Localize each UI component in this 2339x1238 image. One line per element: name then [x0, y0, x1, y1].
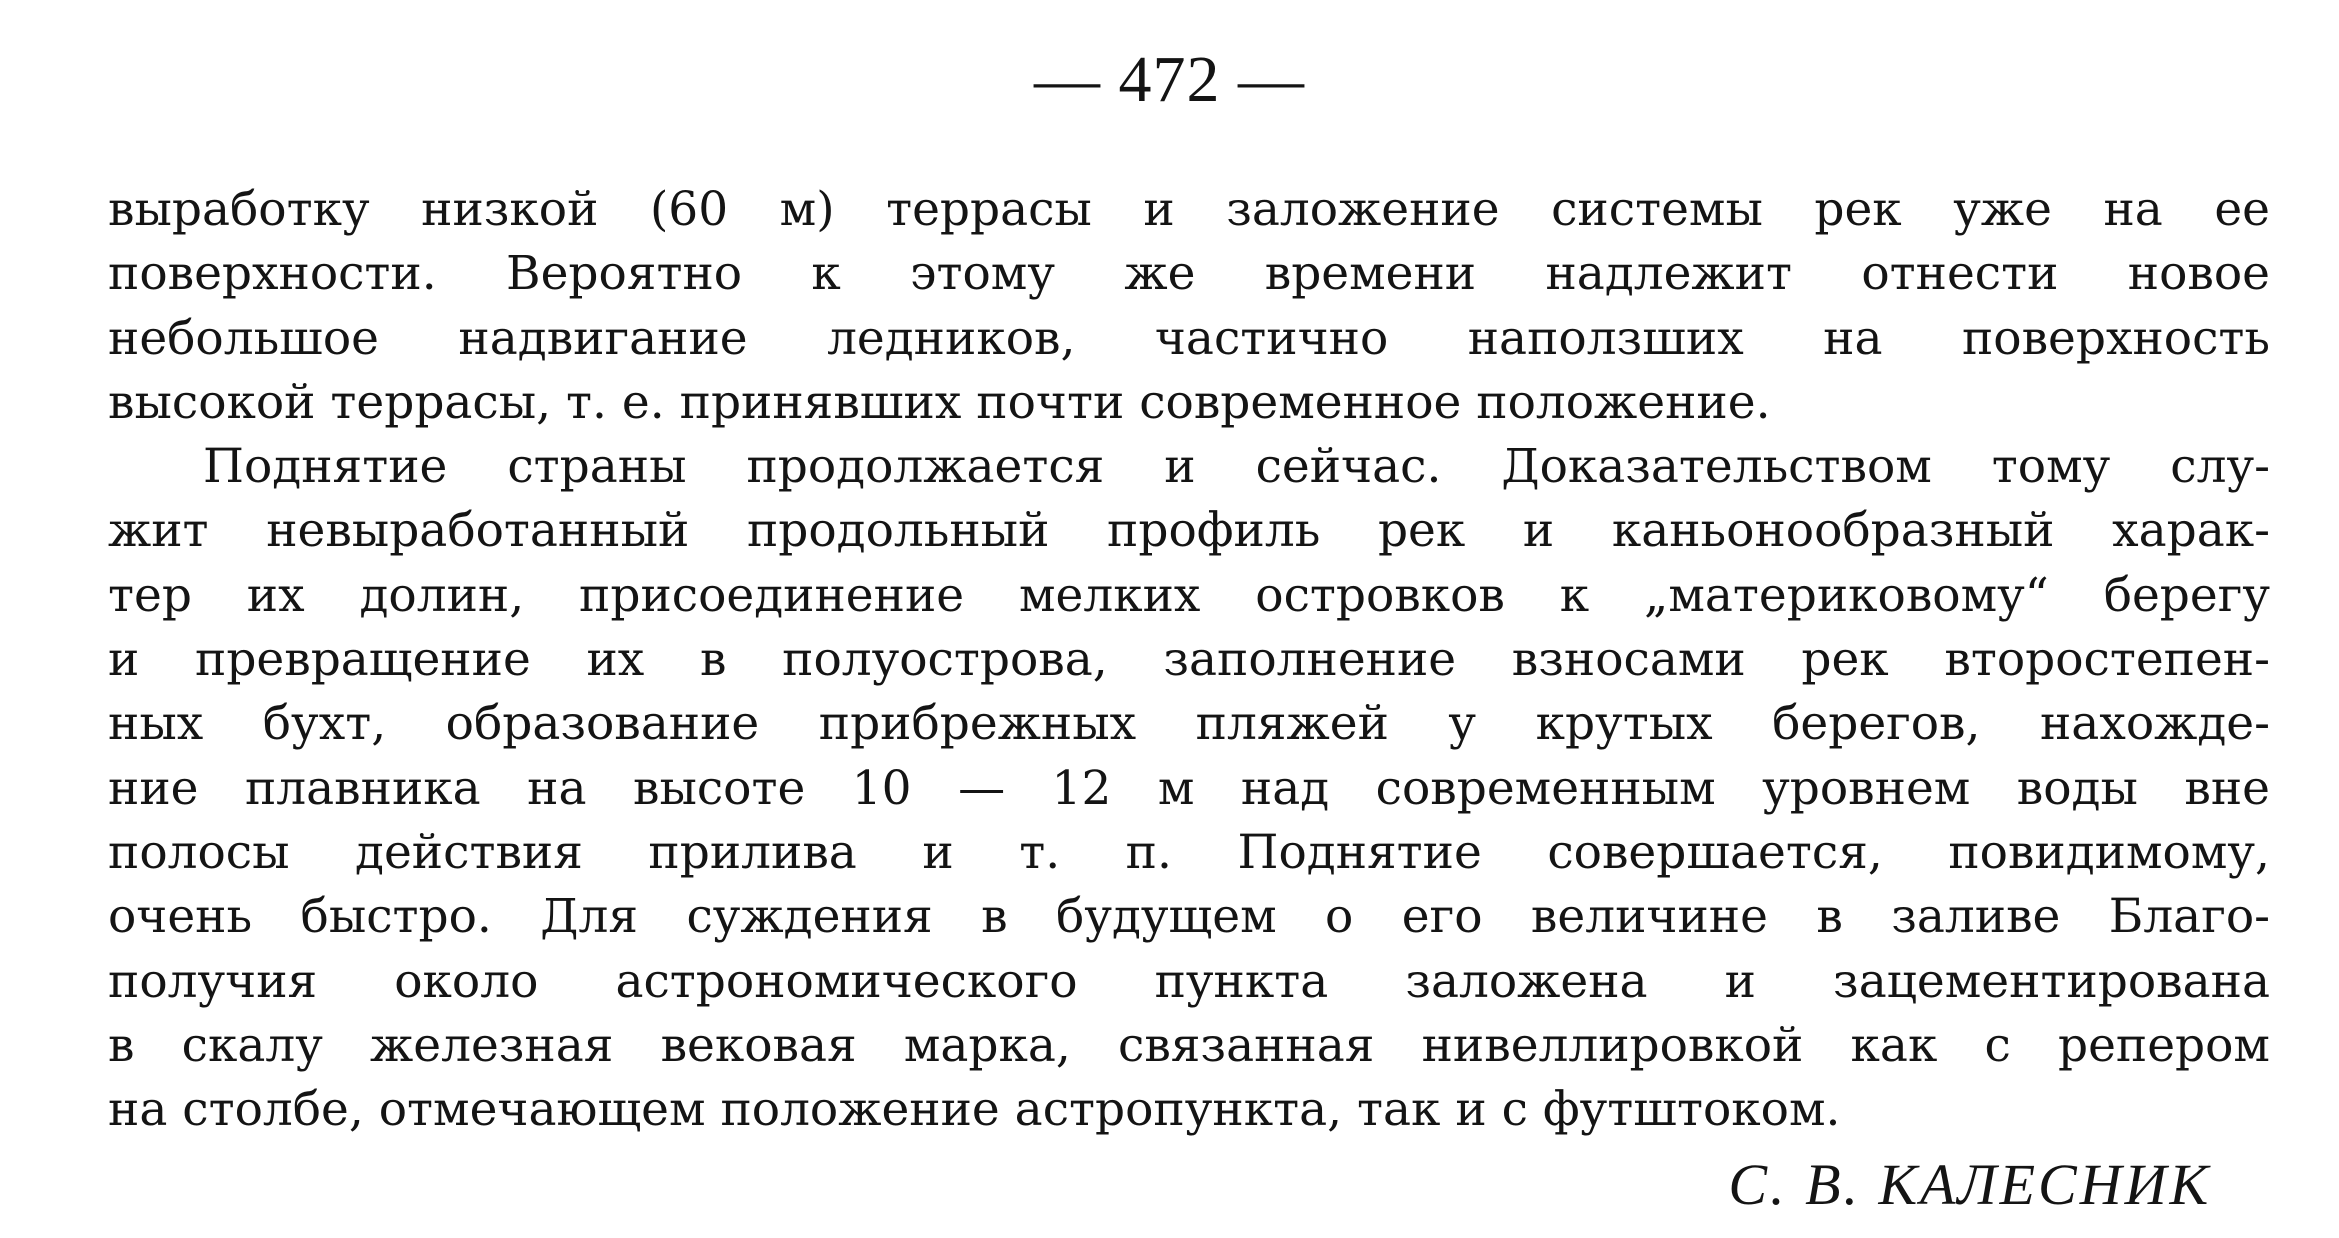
text-line: жит невыработанный продольный профиль рек и каньонообразный харак-	[108, 503, 2270, 559]
text-line: в скалу железная вековая марка, связанная нивеллировкой как с репером	[108, 1017, 2270, 1073]
text-line: ние плавника на высоте 10 — 12 м над современным уровнем воды вне	[108, 760, 2270, 816]
paragraph-1	[108, 178, 2270, 435]
text-line: ных бухт, образование прибрежных пляжей у крутых берегов, нахожде-	[108, 696, 2270, 752]
text-line: очень быстро. Для суждения в будущем о его величине в заливе Благо-	[108, 889, 2270, 945]
text-line: небольшое надвигание ледников, частично наползших на поверхность	[108, 310, 2270, 366]
text-line: на столбе, отмечающем положение астропункта, так и с футштоком.	[108, 1082, 1841, 1138]
page-number: — 472 —	[1034, 43, 1305, 116]
paragraph-2	[108, 435, 2270, 1142]
text-line: полосы действия прилива и т. п. Поднятие совершается, повидимому,	[108, 824, 2270, 880]
text-line: тер их долин, присоединение мелких островков к „материковому“ берегу	[108, 567, 2270, 623]
body-text	[108, 178, 2270, 1142]
author-signature: С. В. КАЛЕСНИК	[1728, 1152, 2211, 1217]
text-line: поверхности. Вероятно к этому же времени надлежит отнести новое	[108, 246, 2270, 302]
text-line: получия около астрономического пункта заложена и зацементирована	[108, 953, 2270, 1009]
text-line: Поднятие страны продолжается и сейчас. Доказательством тому слу-	[203, 439, 2270, 495]
text-line: высокой террасы, т. е. принявших почти современное положение.	[108, 374, 1771, 430]
text-line: выработку низкой (60 м) террасы и заложение системы рек уже на ее	[108, 182, 2270, 237]
text-line: и превращение их в полуострова, заполнение взносами рек второстепен-	[108, 632, 2270, 688]
